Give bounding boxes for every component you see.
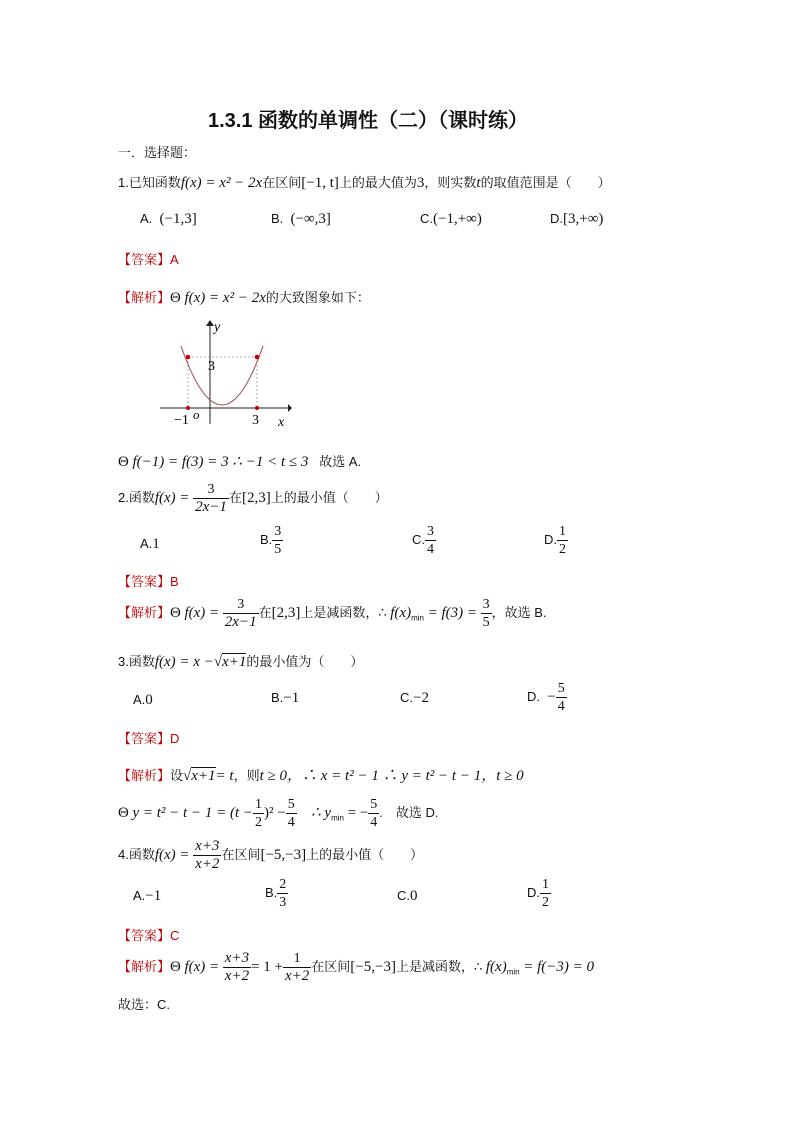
q3-option-b: B.−1 — [271, 690, 300, 706]
q4-option-c: C.0 — [397, 888, 418, 904]
page-title: 1.3.1 函数的单调性（二）（课时练） — [208, 110, 529, 132]
q3-option-d: D. − $\frac{5}{4}$ — [527, 681, 565, 714]
graph-x-label: x — [278, 415, 285, 428]
q1-option-c: C.(−1,+∞) — [420, 211, 482, 227]
q2-option-c: C. $\frac{3}{4}$ — [412, 524, 434, 557]
q1-analysis: 【解析】Θ f(x) = x² − 2x的大致图象如下： — [118, 290, 370, 306]
section-heading: 一．选择题： — [118, 145, 197, 160]
q2-option-a: A.1 — [140, 536, 160, 552]
question-4-stem: 4.函数f(x) = $\frac{x+3}{x+2}$ 在区间[−5,−3]上的最小值（ ） — [118, 838, 424, 872]
graph-neg-one: −1 — [174, 413, 189, 428]
graph-x-three: 3 — [252, 413, 259, 428]
q4-option-b: B. $\frac{2}{3}$ — [265, 877, 287, 910]
q1-option-a: A. (−1,3] — [140, 211, 197, 227]
q1-option-d: D.[3,+∞) — [550, 211, 604, 227]
q4-analysis: 【解析】Θ f(x) = $\frac{x+3}{x+2}$ = 1 + $\frac{1}{x+2}$ 在区间[−5,−3]上是减函数，∴ $f(x)_{min} = f(-3) = 0$ — [118, 950, 594, 984]
graph-y-label: y — [214, 320, 221, 335]
q2-option-d: D. $\frac{1}{2}$ — [544, 524, 566, 557]
q2-answer: 【答案】B — [118, 574, 179, 589]
q4-option-d: D. $\frac{1}{2}$ — [527, 877, 549, 910]
q3-option-a: A.0 — [133, 692, 153, 708]
q4-answer: 【答案】C — [118, 928, 180, 943]
q2-option-b: B. $\frac{3}{5}$ — [260, 524, 282, 557]
graph-y-three: 3 — [208, 359, 215, 374]
q1-conclusion: Θ f(−1) = f(3) = 3 ∴ −1 < t ≤ 3 故选 A. — [118, 454, 362, 470]
q1-answer: 【答案】A — [118, 252, 179, 267]
question-1-stem: 1.已知函数f(x) = x² − 2x在区间[−1, t]上的最大值为3，则实数t的取值范围是（ ） — [118, 175, 611, 191]
q2-analysis: 【解析】Θ f(x) = $\frac{3}{2x-1}$ 在[2,3]上是减函数，∴ $f(x)_{min} = f(3)$ = $\frac{3}{5}$ ，故选 B. — [118, 597, 547, 630]
q3-option-c: C.−2 — [400, 690, 429, 706]
graph-origin-label: o — [193, 407, 200, 422]
q3-analysis-line-2: Θ y = t² − t − 1 = (t − $\frac{1}{2}$ )² − $\frac{5}{4}$ ∴ $y_{min}$ = − $\frac{5}{4}$ . 故选 D. — [118, 797, 439, 830]
question-3-stem: 3.函数f(x) = x −√x+1的最小值为（ ） — [118, 654, 364, 670]
question-2-stem: 2.函数f(x) = $\frac{3}{2x-1}$ 在[2,3]上的最小值（ ） — [118, 482, 388, 515]
q1-option-b: B. (−∞,3] — [271, 211, 331, 227]
q4-conclusion: 故选：C. — [118, 997, 171, 1012]
q3-analysis-line-1: 【解析】设√x+1= t，则t ≥ 0，∴ x = t² − 1 ∴ y = t² − t − 1，t ≥ 0 — [118, 768, 524, 784]
q1-parabola-graph — [158, 318, 293, 428]
q4-option-a: A.−1 — [133, 888, 162, 904]
q3-answer: 【答案】D — [118, 731, 180, 746]
